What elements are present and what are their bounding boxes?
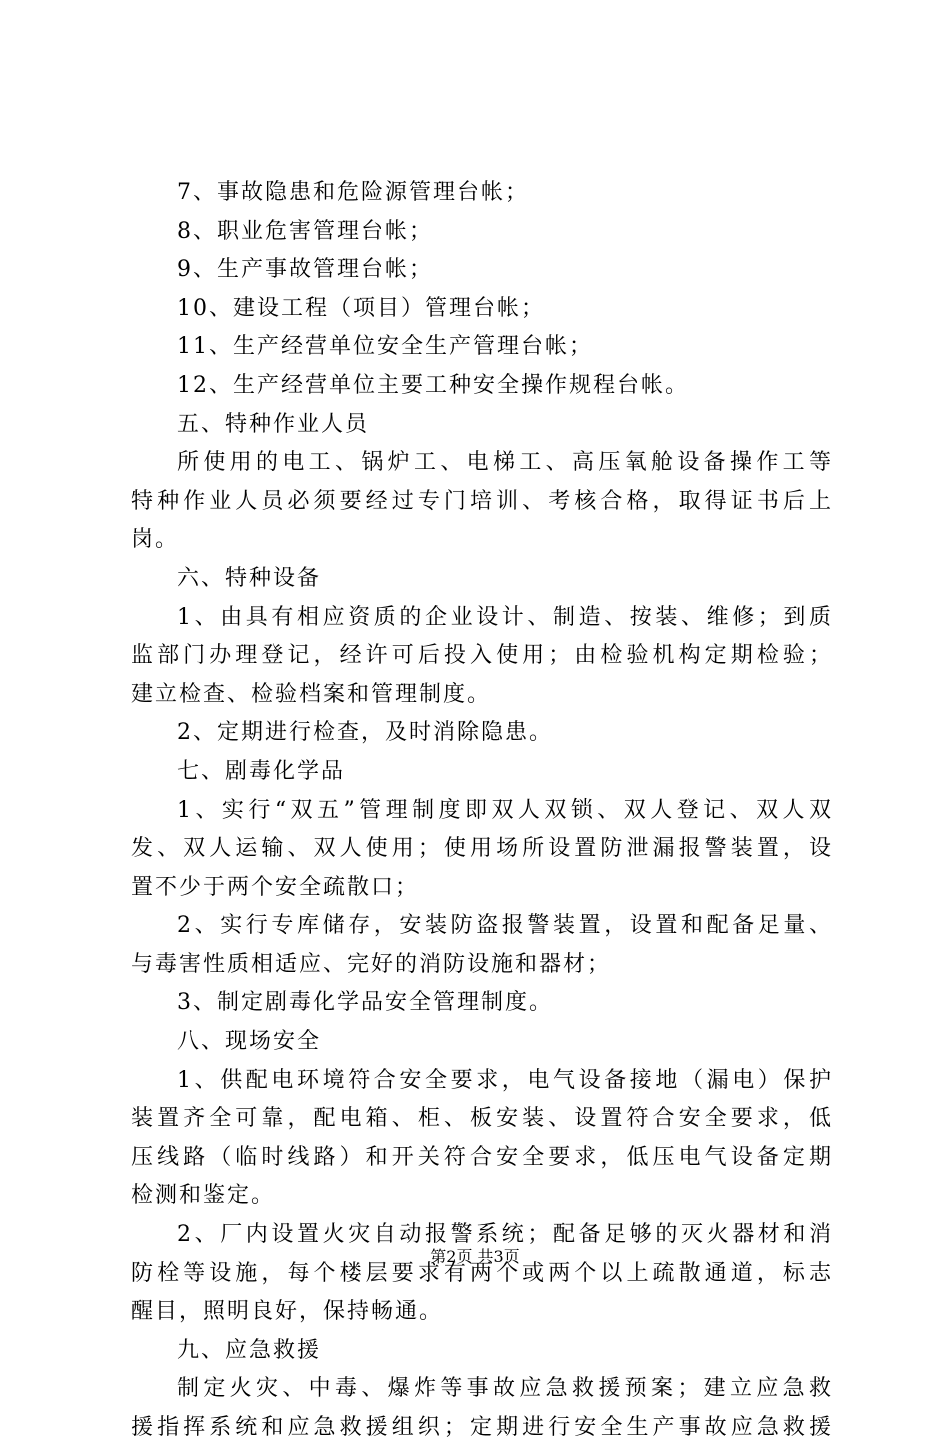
text-line: 援指挥系统和应急救援组织；定期进行安全生产事故应急救援	[131, 1415, 831, 1440]
text-line: 11、生产经营单位安全生产管理台帐；	[177, 334, 593, 360]
text-line: 五、特种作业人员	[177, 411, 370, 437]
text-line: 3、制定剧毒化学品安全管理制度。	[177, 990, 553, 1016]
text-line: 10、建设工程（项目）管理台帐；	[177, 295, 545, 321]
text-line: 发、双人运输、双人使用；使用场所设置防泄漏报警装置，设	[131, 836, 831, 862]
text-line: 制定火灾、中毒、爆炸等事故应急救援预案；建立应急救	[177, 1376, 831, 1402]
page-footer: 第2页 共3页	[430, 1247, 520, 1266]
text-line: 七、剧毒化学品	[177, 758, 346, 784]
text-line: 醒目，照明良好，保持畅通。	[131, 1299, 444, 1325]
text-line: 八、现场安全	[177, 1029, 322, 1055]
text-line: 7、事故隐患和危险源管理台帐；	[177, 180, 529, 205]
text-line: 12、生产经营单位主要工种安全操作规程台帐。	[177, 372, 689, 398]
text-line: 特种作业人员必须要经过专门培训、考核合格，取得证书后上	[131, 488, 831, 514]
text-line: 与毒害性质相适应、完好的消防设施和器材；	[131, 951, 612, 977]
text-line: 六、特种设备	[177, 565, 322, 591]
text-line: 九、应急救援	[177, 1337, 322, 1363]
text-line: 建立检查、检验档案和管理制度。	[131, 681, 492, 707]
text-line: 1、由具有相应资质的企业设计、制造、按装、维修；到质	[177, 604, 831, 630]
text-line: 压线路（临时线路）和开关符合安全要求，低压电气设备定期	[131, 1144, 831, 1170]
text-line: 1、供配电环境符合安全要求，电气设备接地（漏电）保护	[177, 1067, 831, 1093]
text-line: 防栓等设施，每个楼层要求有两个或两个以上疏散通道，标志	[131, 1260, 831, 1286]
text-line: 监部门办理登记，经许可后投入使用；由检验机构定期检验；	[131, 643, 831, 669]
text-line: 岗。	[131, 527, 180, 553]
text-line: 检测和鉴定。	[131, 1183, 276, 1209]
text-line: 9、生产事故管理台帐；	[177, 257, 433, 283]
text-line: 所使用的电工、锅炉工、电梯工、高压氧舱设备操作工等	[177, 450, 831, 476]
text-line: 1、实行“双五”管理制度即双人双锁、双人登记、双人双	[177, 797, 831, 823]
text-line: 8、职业危害管理台帐；	[177, 218, 433, 244]
text-line: 2、定期进行检查，及时消除隐患。	[177, 720, 553, 746]
text-line: 装置齐全可靠，配电箱、柜、板安装、设置符合安全要求，低	[131, 1106, 831, 1132]
text-line: 2、厂内设置火灾自动报警系统；配备足够的灭火器材和消	[177, 1222, 831, 1248]
text-line: 2、实行专库储存，安装防盗报警装置，设置和配备足量、	[177, 913, 831, 939]
text-line: 置不少于两个安全疏散口；	[131, 874, 420, 900]
